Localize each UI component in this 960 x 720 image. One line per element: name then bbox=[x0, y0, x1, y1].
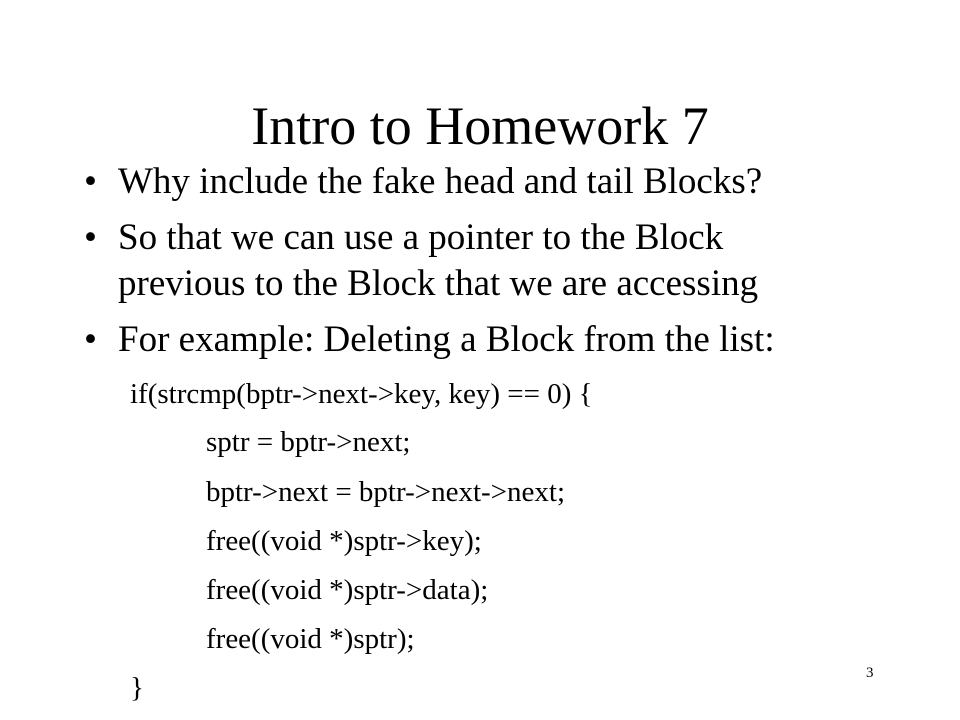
bullet-text: So that we can use a pointer to the Block bbox=[118, 217, 724, 258]
bullet-text: previous to the Block that we are accessing bbox=[118, 263, 759, 304]
code-line: free((void *)sptr->data); bbox=[206, 574, 489, 606]
bullet-marker: • bbox=[84, 161, 97, 202]
bullet-marker: • bbox=[84, 319, 97, 360]
code-line: if(strcmp(bptr->next->key, key) == 0) { bbox=[130, 378, 593, 410]
page-number: 3 bbox=[866, 665, 874, 681]
bullet-text: Why include the fake head and tail Blocks? bbox=[118, 161, 763, 202]
slide-title: Intro to Homework 7 bbox=[251, 96, 709, 156]
code-line: sptr = bptr->next; bbox=[206, 426, 411, 458]
code-line: bptr->next = bptr->next->next; bbox=[206, 476, 566, 508]
bullet-marker: • bbox=[84, 217, 97, 258]
code-line: } bbox=[130, 672, 144, 704]
code-line: free((void *)sptr); bbox=[206, 623, 415, 655]
code-line: free((void *)sptr->key); bbox=[206, 525, 482, 557]
bullet-text: For example: Deleting a Block from the list: bbox=[118, 319, 775, 360]
